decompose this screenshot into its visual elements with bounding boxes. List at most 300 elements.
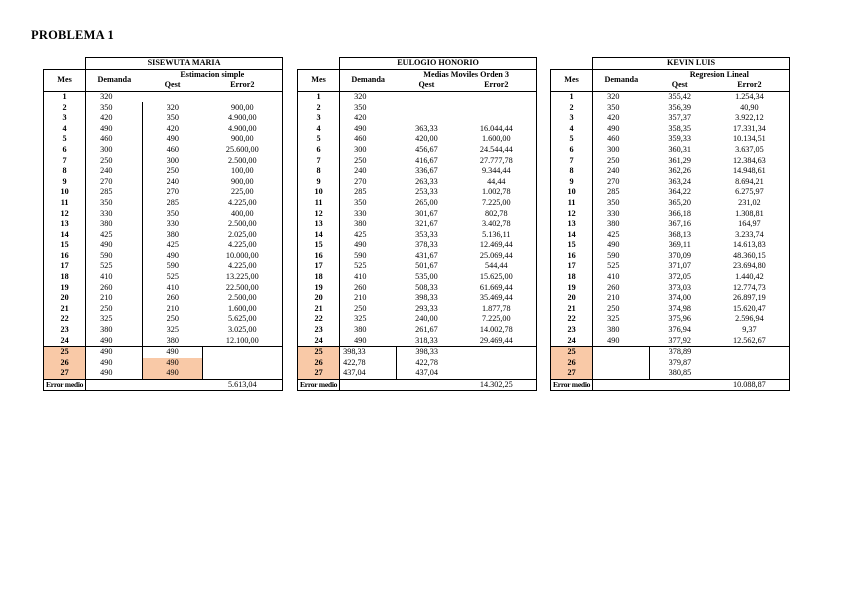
footer-spacer — [86, 379, 203, 391]
cell-qest: 364,22 — [668, 187, 691, 197]
cell-qest: 357,37 — [668, 113, 691, 123]
cell-error2: 231,02 — [710, 198, 790, 209]
cell-demanda: 380 — [607, 219, 620, 229]
cell-mes: 20 — [298, 293, 340, 304]
cell-qest: 263,33 — [415, 176, 438, 186]
cell-demanda: 490 — [86, 358, 143, 369]
cell-mes: 17 — [551, 261, 593, 272]
forecast-row — [551, 347, 790, 358]
cell-demanda: 325 — [354, 314, 367, 324]
cell-error2-empty — [457, 358, 537, 369]
cell-error2-empty — [203, 358, 283, 369]
cell-error2: 12.469,44 — [457, 240, 537, 251]
cell-error2: 1.600,00 — [457, 134, 537, 145]
cell-mes: 17 — [298, 261, 340, 272]
cell-mes: 7 — [44, 155, 86, 166]
table-row — [44, 198, 283, 209]
table-row — [551, 102, 790, 113]
column-header-demanda: Demanda — [340, 69, 397, 91]
cell-error2 — [457, 91, 537, 102]
cell-qest: 380 — [143, 230, 203, 241]
forecast-row — [551, 368, 790, 379]
cell-qest: 422,78 — [415, 357, 438, 367]
page-title: PROBLEMA 1 — [31, 28, 114, 42]
cell-demanda: 330 — [607, 208, 620, 218]
cell-error2: 22.500,00 — [203, 282, 283, 293]
error-medio-row — [298, 379, 537, 391]
cell-qest: 366,18 — [668, 208, 691, 218]
cell-qest: 261,67 — [415, 325, 438, 335]
cell-qest: 490 — [143, 347, 203, 358]
cell-demanda: 380 — [354, 219, 367, 229]
cell-demanda: 410 — [607, 272, 620, 282]
table-row — [298, 155, 537, 166]
cell-mes: 21 — [298, 304, 340, 315]
cell-demanda: 525 — [100, 261, 113, 271]
cell-demanda: 250 — [354, 303, 367, 313]
cell-qest: 350 — [143, 113, 203, 124]
cell-demanda: 250 — [607, 303, 620, 313]
cell-demanda: 525 — [354, 261, 367, 271]
cell-qest: 420 — [143, 124, 203, 135]
cell-qest: 490 — [143, 251, 203, 262]
cell-demanda: 490 — [100, 123, 113, 133]
cell-mes: 6 — [298, 145, 340, 156]
cell-mes: 11 — [44, 198, 86, 209]
cell-mes: 18 — [44, 272, 86, 283]
cell-demanda: 380 — [607, 325, 620, 335]
cell-qest — [396, 102, 456, 113]
table-row — [551, 293, 790, 304]
cell-qest: 437,04 — [415, 368, 438, 378]
table-row — [44, 335, 283, 346]
cell-demanda: 420 — [607, 113, 620, 123]
cell-qest: 535,00 — [415, 272, 438, 282]
cell-error2: 25.600,00 — [203, 145, 283, 156]
cell-mes: 25 — [44, 347, 86, 358]
cell-demanda: 325 — [607, 314, 620, 324]
table-kevin-luis — [550, 57, 790, 391]
cell-error2: 29.469,44 — [457, 335, 537, 346]
cell-mes: 19 — [298, 282, 340, 293]
table-row — [44, 325, 283, 336]
cell-qest: 377,92 — [668, 335, 691, 345]
cell-mes: 16 — [44, 251, 86, 262]
cell-demanda: 320 — [354, 91, 367, 101]
cell-error2: 3.025,00 — [203, 325, 283, 336]
error-medio-row — [44, 379, 283, 391]
cell-demanda: 350 — [100, 102, 113, 112]
cell-qest: 508,33 — [415, 282, 438, 292]
table-row — [298, 240, 537, 251]
cell-qest: 501,67 — [415, 261, 438, 271]
column-header-qest: Qest — [396, 80, 456, 91]
cell-error2: 2.500,00 — [203, 219, 283, 230]
cell-demanda: 330 — [354, 208, 367, 218]
cell-error2: 12.384,63 — [710, 155, 790, 166]
table-row — [298, 304, 537, 315]
table-row — [44, 230, 283, 241]
table-row — [551, 208, 790, 219]
cell-mes: 16 — [298, 251, 340, 262]
cell-qest: 378,33 — [415, 240, 438, 250]
cell-error2: 23.694,80 — [710, 261, 790, 272]
cell-error2: 4.225,00 — [203, 198, 283, 209]
column-header-qest: Qest — [143, 80, 203, 91]
cell-mes: 26 — [298, 358, 340, 369]
cell-demanda — [593, 368, 650, 379]
cell-mes: 19 — [44, 282, 86, 293]
header-spacer — [298, 58, 340, 70]
table-row — [551, 198, 790, 209]
cell-qest: 369,11 — [668, 240, 691, 250]
cell-demanda: 425 — [354, 229, 367, 239]
table-row — [44, 91, 283, 102]
cell-demanda: 260 — [607, 282, 620, 292]
table-row — [298, 124, 537, 135]
cell-mes: 22 — [44, 314, 86, 325]
cell-error2: 9.344,44 — [457, 166, 537, 177]
cell-error2: 1.877,78 — [457, 304, 537, 315]
cell-demanda: 210 — [607, 293, 620, 303]
cell-mes: 10 — [298, 187, 340, 198]
cell-mes: 9 — [44, 177, 86, 188]
cell-qest: 301,67 — [415, 208, 438, 218]
table-row — [44, 113, 283, 124]
cell-qest: 372,05 — [668, 272, 691, 282]
cell-mes: 22 — [551, 314, 593, 325]
cell-demanda: 380 — [100, 219, 113, 229]
column-header-mes: Mes — [551, 69, 593, 91]
cell-error2: 16.044,44 — [457, 124, 537, 135]
table-row — [551, 187, 790, 198]
cell-demanda: 350 — [607, 102, 620, 112]
cell-demanda: 270 — [100, 176, 113, 186]
cell-demanda: 260 — [354, 282, 367, 292]
cell-demanda: 300 — [607, 144, 620, 154]
cell-error2: 4.225,00 — [203, 261, 283, 272]
cell-error2: 4.225,00 — [203, 240, 283, 251]
table-row — [298, 293, 537, 304]
cell-mes: 4 — [551, 124, 593, 135]
cell-error2: 164,97 — [710, 219, 790, 230]
cell-qest: 456,67 — [415, 144, 438, 154]
cell-mes: 5 — [551, 134, 593, 145]
cell-qest: 240 — [143, 177, 203, 188]
cell-mes: 12 — [551, 208, 593, 219]
cell-error2: 3.637,05 — [710, 145, 790, 156]
cell-error2: 2.596,94 — [710, 314, 790, 325]
table-row — [44, 282, 283, 293]
cell-demanda: 422,78 — [340, 358, 397, 369]
cell-mes: 5 — [298, 134, 340, 145]
cell-error2 — [203, 91, 283, 102]
table-row — [44, 219, 283, 230]
cell-error2: 40,90 — [710, 102, 790, 113]
footer-spacer — [340, 379, 457, 391]
cell-demanda: 437,04 — [340, 368, 397, 379]
cell-qest: 253,33 — [415, 187, 438, 197]
cell-mes: 9 — [298, 177, 340, 188]
cell-mes: 10 — [551, 187, 593, 198]
cell-qest: 371,07 — [668, 261, 691, 271]
cell-qest: 376,94 — [668, 325, 691, 335]
cell-demanda: 270 — [607, 176, 620, 186]
cell-qest: 250 — [143, 166, 203, 177]
table-row — [44, 155, 283, 166]
cell-error2: 17.331,34 — [710, 124, 790, 135]
cell-qest: 490 — [143, 358, 203, 369]
cell-mes: 4 — [44, 124, 86, 135]
cell-demanda: 490 — [100, 240, 113, 250]
cell-demanda: 490 — [607, 335, 620, 345]
table-row — [44, 187, 283, 198]
cell-demanda: 250 — [607, 155, 620, 165]
cell-error2: 4.900,00 — [203, 124, 283, 135]
cell-error2: 12.100,00 — [203, 335, 283, 346]
cell-mes: 1 — [551, 91, 593, 102]
cell-error2: 400,00 — [203, 208, 283, 219]
cell-qest: 320 — [143, 102, 203, 113]
cell-demanda: 285 — [100, 187, 113, 197]
table-row — [551, 166, 790, 177]
cell-mes: 2 — [551, 102, 593, 113]
table-row — [551, 240, 790, 251]
cell-qest: 373,03 — [668, 282, 691, 292]
table-row — [44, 293, 283, 304]
cell-qest: 325 — [143, 325, 203, 336]
table-row — [298, 230, 537, 241]
cell-demanda: 490 — [354, 335, 367, 345]
cell-demanda: 380 — [100, 325, 113, 335]
table-row — [298, 113, 537, 124]
cell-error2: 61.669,44 — [457, 282, 537, 293]
forecast-row — [44, 347, 283, 358]
cell-mes: 14 — [44, 230, 86, 241]
cell-qest: 590 — [143, 261, 203, 272]
cell-qest: 321,67 — [415, 219, 438, 229]
cell-mes: 2 — [44, 102, 86, 113]
cell-mes: 15 — [298, 240, 340, 251]
cell-demanda: 410 — [354, 272, 367, 282]
cell-error2: 48.360,15 — [710, 251, 790, 262]
cell-qest: 378,89 — [650, 347, 710, 358]
cell-mes: 23 — [298, 325, 340, 336]
table-row — [551, 272, 790, 283]
cell-mes: 15 — [551, 240, 593, 251]
cell-error2: 225,00 — [203, 187, 283, 198]
cell-error2-empty — [203, 347, 283, 358]
table-row — [551, 314, 790, 325]
cell-mes: 13 — [551, 219, 593, 230]
cell-error2: 8.694,21 — [710, 177, 790, 188]
cell-qest: 260 — [143, 293, 203, 304]
cell-mes: 27 — [44, 368, 86, 379]
cell-qest: 416,67 — [415, 155, 438, 165]
footer-spacer — [593, 379, 710, 391]
forecast-row — [298, 358, 537, 369]
cell-qest: 358,35 — [668, 123, 691, 133]
cell-error2-empty — [203, 368, 283, 379]
cell-mes: 24 — [298, 335, 340, 346]
cell-mes: 3 — [298, 113, 340, 124]
cell-qest: 356,39 — [668, 102, 691, 112]
table-row — [44, 304, 283, 315]
cell-mes: 17 — [44, 261, 86, 272]
cell-qest: 362,26 — [668, 166, 691, 176]
cell-error2: 6.275,97 — [710, 187, 790, 198]
table-row — [44, 261, 283, 272]
cell-mes: 22 — [298, 314, 340, 325]
cell-error2: 10.134,51 — [710, 134, 790, 145]
cell-mes: 24 — [44, 335, 86, 346]
cell-mes: 19 — [551, 282, 593, 293]
table-row — [298, 251, 537, 262]
cell-error2: 2.500,00 — [203, 155, 283, 166]
cell-mes: 9 — [551, 177, 593, 188]
cell-qest: 353,33 — [415, 229, 438, 239]
header-spacer — [44, 58, 86, 70]
forecast-row — [298, 347, 537, 358]
table-row — [551, 177, 790, 188]
cell-demanda: 425 — [607, 229, 620, 239]
cell-demanda: 420 — [354, 113, 367, 123]
cell-mes: 26 — [44, 358, 86, 369]
cell-qest: 380 — [143, 335, 203, 346]
error-medio-row — [551, 379, 790, 391]
cell-error2: 14.613,83 — [710, 240, 790, 251]
cell-qest: 431,67 — [415, 250, 438, 260]
cell-error2: 1.002,78 — [457, 187, 537, 198]
table-row — [298, 187, 537, 198]
header-spacer — [551, 58, 593, 70]
cell-qest: 240,00 — [415, 314, 438, 324]
cell-error2: 1.308,81 — [710, 208, 790, 219]
table-row — [44, 314, 283, 325]
cell-demanda: 410 — [100, 272, 113, 282]
table-row — [44, 145, 283, 156]
cell-demanda: 425 — [100, 229, 113, 239]
column-header-error2: Error2 — [457, 80, 537, 91]
cell-mes: 27 — [551, 368, 593, 379]
cell-qest: 285 — [143, 198, 203, 209]
cell-mes: 3 — [44, 113, 86, 124]
error-medio-value: 10.088,87 — [710, 379, 790, 391]
cell-mes: 7 — [551, 155, 593, 166]
table-row — [551, 145, 790, 156]
cell-demanda: 460 — [100, 134, 113, 144]
cell-demanda — [593, 347, 650, 358]
cell-error2: 44,44 — [457, 177, 537, 188]
group-name: EULOGIO HONORIO — [340, 58, 537, 70]
cell-mes: 11 — [551, 198, 593, 209]
cell-error2: 3.922,12 — [710, 113, 790, 124]
table-row — [44, 251, 283, 262]
cell-qest: 490 — [143, 368, 203, 379]
cell-error2: 27.777,78 — [457, 155, 537, 166]
cell-mes: 18 — [551, 272, 593, 283]
cell-demanda: 590 — [354, 250, 367, 260]
cell-mes: 25 — [298, 347, 340, 358]
cell-mes: 13 — [298, 219, 340, 230]
cell-error2: 1.440,42 — [710, 272, 790, 283]
cell-demanda: 490 — [86, 368, 143, 379]
cell-mes: 20 — [551, 293, 593, 304]
cell-demanda: 210 — [100, 293, 113, 303]
cell-qest: 293,33 — [415, 303, 438, 313]
cell-error2: 25.069,44 — [457, 251, 537, 262]
cell-qest: 420,00 — [415, 134, 438, 144]
table-row — [298, 166, 537, 177]
cell-error2: 14.948,61 — [710, 166, 790, 177]
cell-error2: 12.774,73 — [710, 282, 790, 293]
cell-error2-empty — [457, 368, 537, 379]
cell-error2: 12.562,67 — [710, 335, 790, 346]
cell-qest: 379,87 — [668, 357, 692, 367]
cell-demanda: 270 — [354, 176, 367, 186]
cell-demanda: 350 — [354, 197, 367, 207]
cell-error2-empty — [710, 368, 790, 379]
cell-error2-empty — [457, 347, 537, 358]
table-row — [44, 134, 283, 145]
cell-mes: 18 — [298, 272, 340, 283]
table-row — [298, 282, 537, 293]
cell-demanda: 490 — [354, 240, 367, 250]
table-row — [298, 272, 537, 283]
cell-error2: 802,78 — [457, 208, 537, 219]
cell-demanda: 210 — [354, 293, 367, 303]
cell-demanda: 590 — [607, 250, 620, 260]
cell-qest: 363,24 — [668, 176, 691, 186]
cell-mes: 13 — [44, 219, 86, 230]
column-header-error2: Error2 — [203, 80, 283, 91]
cell-qest: 410 — [143, 282, 203, 293]
cell-qest: 210 — [143, 304, 203, 315]
method-label: Estimacion simple — [143, 69, 283, 80]
cell-qest: 380,85 — [668, 368, 692, 378]
cell-error2 — [457, 113, 537, 124]
cell-mes: 8 — [551, 166, 593, 177]
cell-mes: 23 — [44, 325, 86, 336]
cell-error2: 1.600,00 — [203, 304, 283, 315]
table-row — [298, 208, 537, 219]
table-row — [298, 91, 537, 102]
cell-demanda: 460 — [607, 134, 620, 144]
cell-mes: 1 — [298, 91, 340, 102]
cell-qest — [396, 91, 456, 102]
cell-demanda: 240 — [354, 166, 367, 176]
cell-error2: 10.000,00 — [203, 251, 283, 262]
cell-demanda: 250 — [100, 155, 113, 165]
cell-demanda: 350 — [354, 102, 367, 112]
cell-demanda: 490 — [100, 335, 113, 345]
table-row — [298, 145, 537, 156]
cell-qest: 350 — [143, 208, 203, 219]
table-row — [44, 177, 283, 188]
cell-qest: 368,13 — [668, 229, 691, 239]
cell-demanda: 350 — [607, 197, 620, 207]
cell-mes: 6 — [44, 145, 86, 156]
cell-qest: 318,33 — [415, 335, 438, 345]
cell-error2: 7.225,00 — [457, 198, 537, 209]
cell-demanda: 420 — [100, 113, 113, 123]
method-label: Medias Moviles Orden 3 — [396, 69, 536, 80]
table-row — [298, 177, 537, 188]
cell-error2: 13.225,00 — [203, 272, 283, 283]
cell-error2: 900,00 — [203, 134, 283, 145]
cell-mes: 6 — [551, 145, 593, 156]
cell-mes: 21 — [551, 304, 593, 315]
